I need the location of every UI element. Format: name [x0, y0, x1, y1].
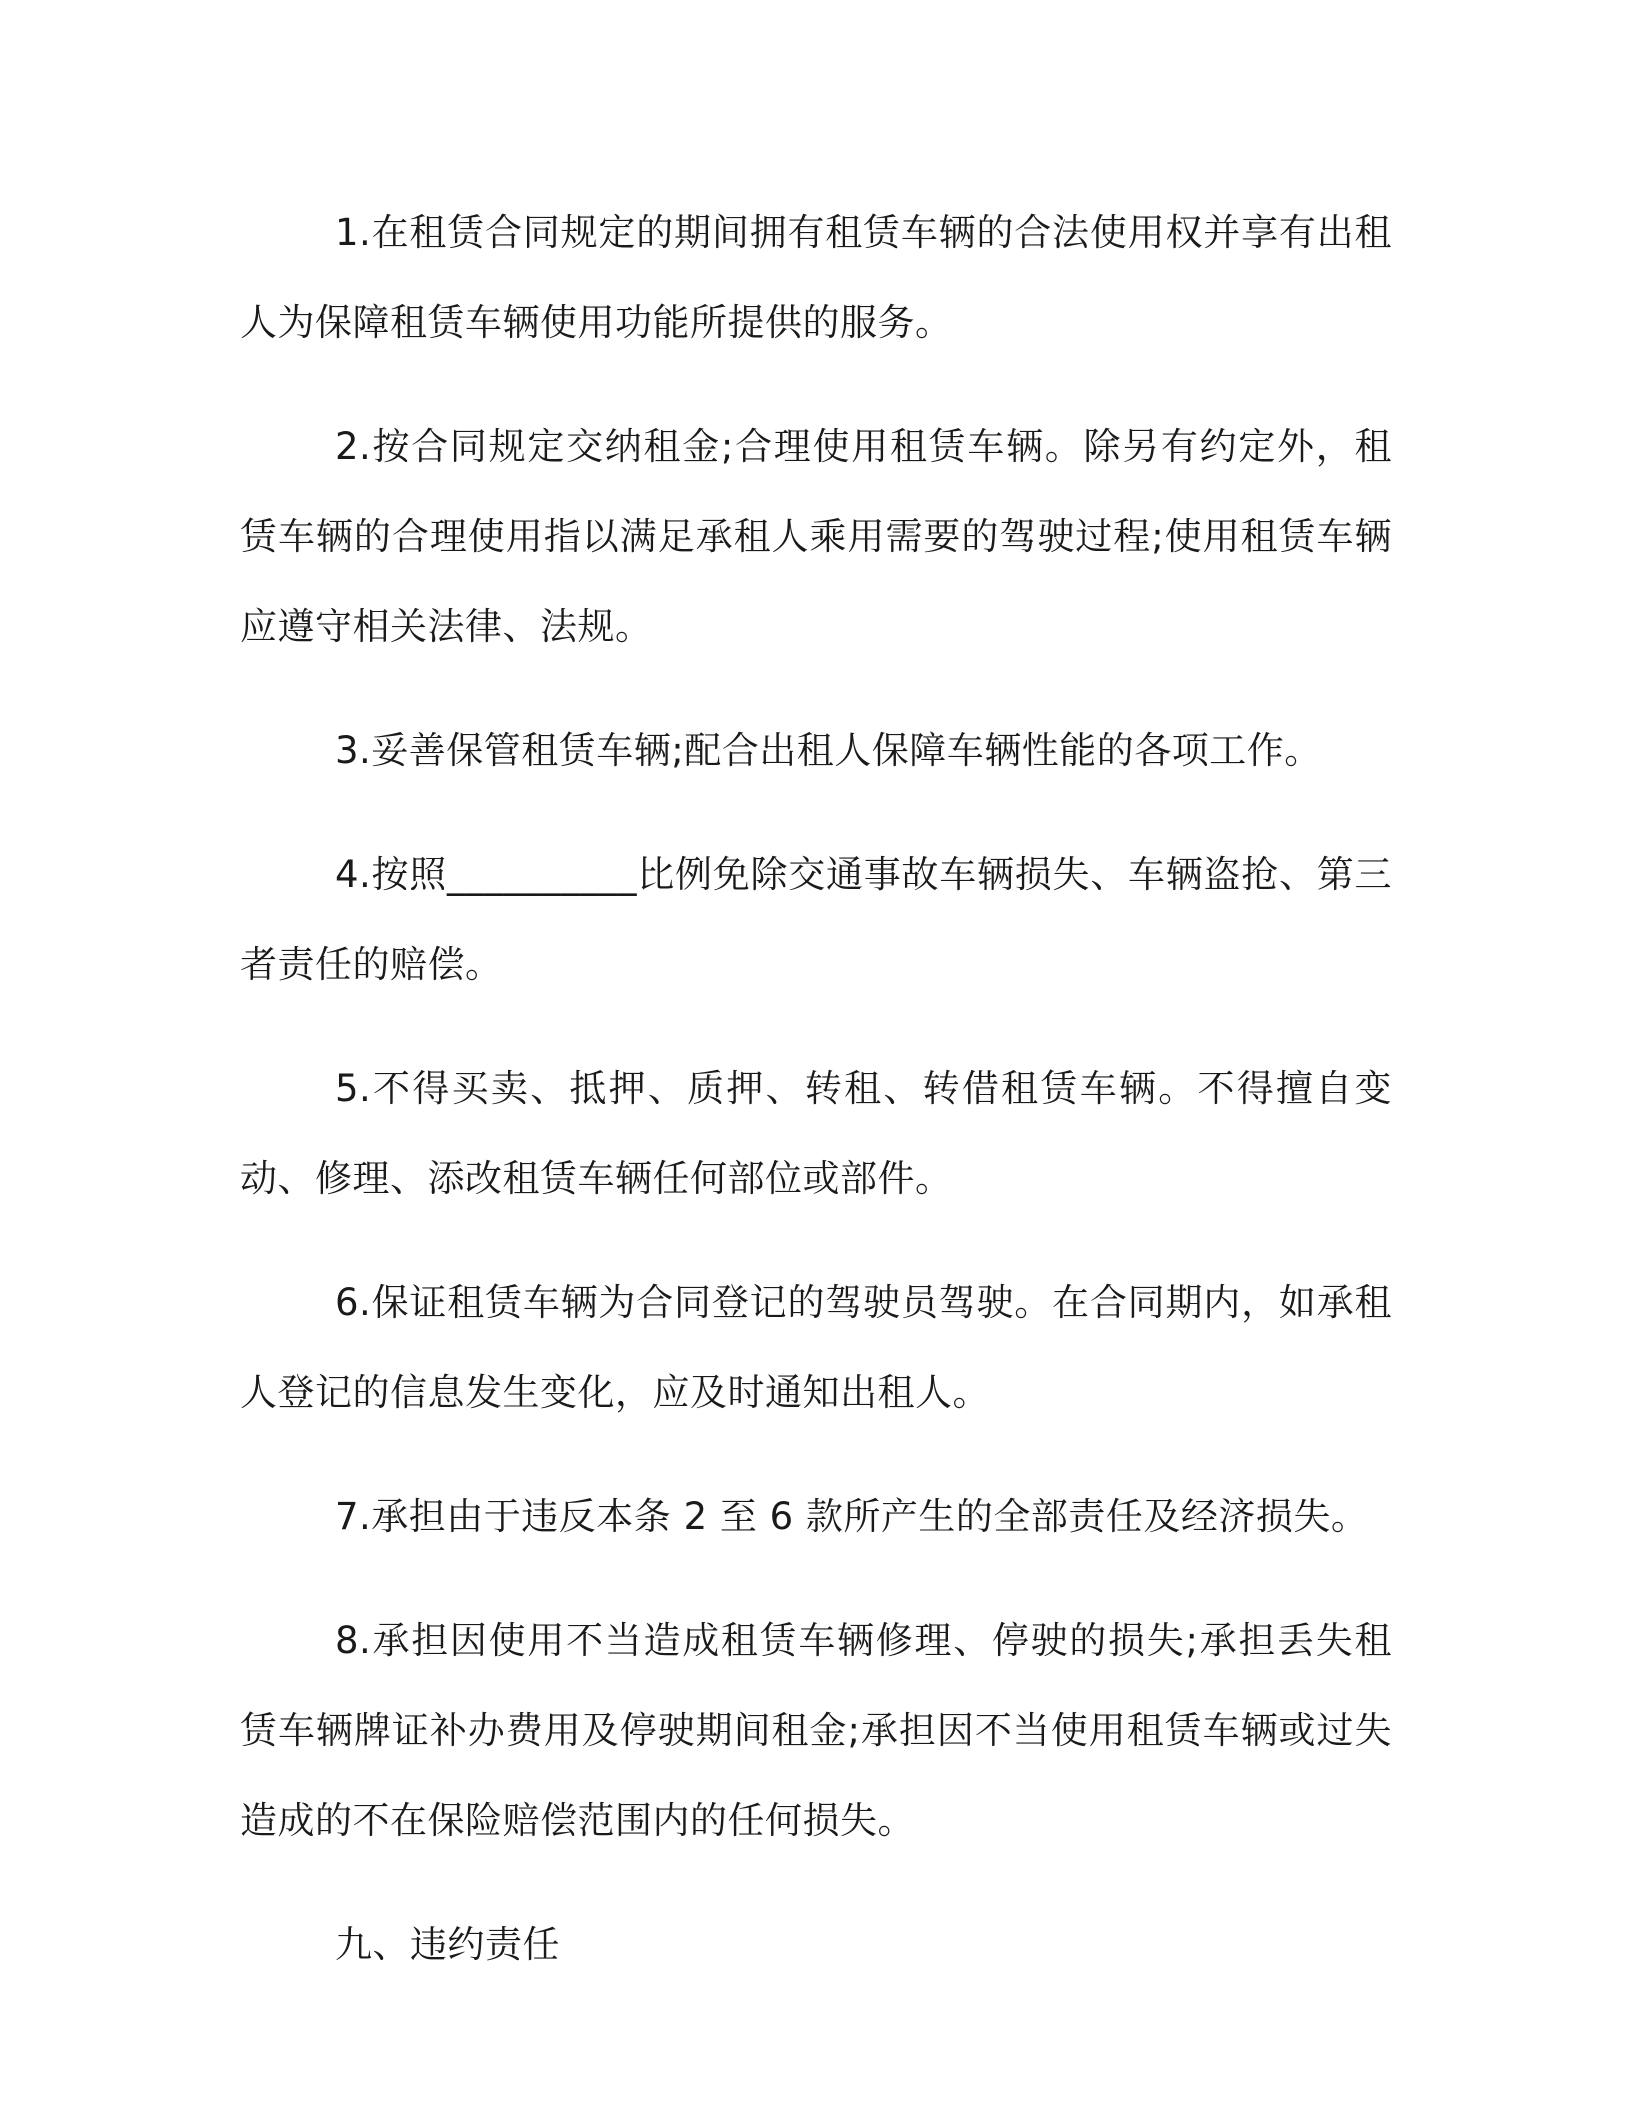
clause-4: 4.按照__________比例免除交通事故车辆损失、车辆盗抢、第三者责任的赔偿。: [240, 853, 1392, 986]
clause-6: 6.保证租赁车辆为合同登记的驾驶员驾驶。在合同期内，如承租人登记的信息发生变化，应及时通知出租人。: [240, 1281, 1392, 1414]
clause-1: 1.在租赁合同规定的期间拥有租赁车辆的合法使用权并享有出租人为保障租赁车辆使用功能所提供的服务。: [240, 211, 1392, 344]
clause-3: 3.妥善保管租赁车辆;配合出租人保障车辆性能的各项工作。: [335, 729, 1322, 772]
clause-8: 8.承担因使用不当造成租赁车辆修理、停驶的损失;承担丢失租赁车辆牌证补办费用及停驶期间租金;承担因不当使用租赁车辆或过失造成的不在保险赔偿范围内的任何损失。: [240, 1619, 1392, 1842]
clause-5: 5.不得买卖、抵押、质押、转租、转借租赁车辆。不得擅自变动、修理、添改租赁车辆任何部位或部件。: [240, 1067, 1392, 1200]
section-heading: 九、违约责任: [335, 1923, 560, 1966]
document-body: [240, 188, 1392, 2024]
clause-7: 7.承担由于违反本条 2 至 6 款所产生的全部责任及经济损失。: [335, 1495, 1369, 1538]
clause-2: 2.按合同规定交纳租金;合理使用租赁车辆。除另有约定外，租赁车辆的合理使用指以满足承租人乘用需要的驾驶过程;使用租赁车辆应遵守相关法律、法规。: [240, 425, 1392, 648]
